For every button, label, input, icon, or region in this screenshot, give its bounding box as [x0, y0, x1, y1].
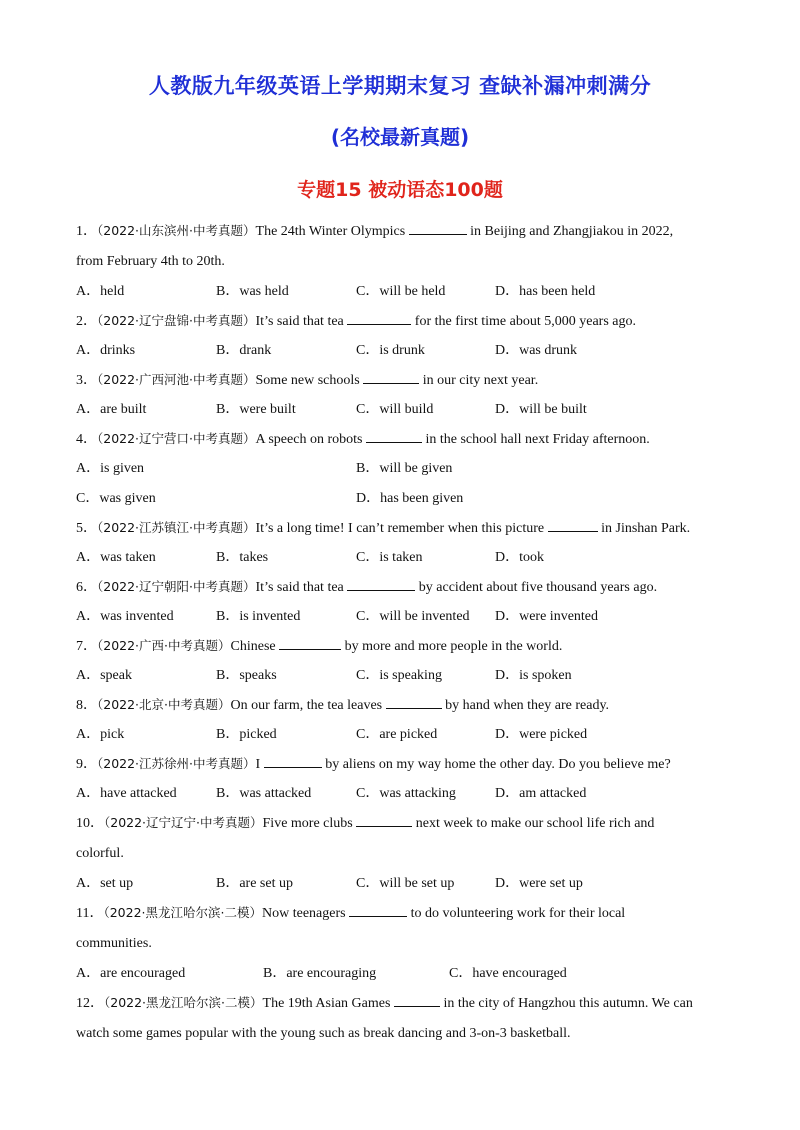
- question-3-stem: 3．（2022·广西河池·中考真题）Some new schools in our city next year.: [76, 372, 539, 388]
- question-7-stem: 7．（2022·广西·中考真题）Chinese by more and more people in the world.: [76, 638, 563, 654]
- question-3-option-a[interactable]: A．are built: [76, 402, 147, 417]
- question-6-stem: 6．（2022·辽宁朝阳·中考真题）It’s said that tea by accident about five thousand years ago.: [76, 579, 658, 595]
- question-8-option-c[interactable]: C．are picked: [356, 727, 438, 742]
- question-8-option-a[interactable]: A．pick: [76, 727, 125, 742]
- question-4-option-a[interactable]: A．is given: [76, 461, 145, 476]
- question-1-option-b[interactable]: B．was held: [216, 284, 289, 299]
- question-number: 10．: [76, 816, 104, 831]
- answer-blank: [349, 904, 407, 917]
- question-5-option-b[interactable]: B．takes: [216, 550, 269, 565]
- question-8-option-b[interactable]: B．picked: [216, 727, 277, 742]
- question-2-option-d[interactable]: D．was drunk: [495, 343, 578, 358]
- question-11-option-c[interactable]: C．have encouraged: [449, 966, 567, 981]
- question-number: 2．: [76, 314, 97, 329]
- answer-blank: [363, 371, 419, 384]
- question-number: 12．: [76, 996, 104, 1011]
- question-11-option-b[interactable]: B．are encouraging: [263, 966, 377, 981]
- question-source: （2022·广西·中考真题）: [97, 638, 231, 653]
- question-number: 6．: [76, 580, 97, 595]
- question-7-option-b[interactable]: B．speaks: [216, 668, 277, 683]
- question-1-option-d[interactable]: D．has been held: [495, 284, 596, 299]
- question-number: 11．: [76, 906, 104, 921]
- question-8-stem: 8．（2022·北京·中考真题）On our farm, the tea leaves by hand when they are ready.: [76, 697, 610, 713]
- question-10-option-c[interactable]: C．will be set up: [356, 876, 455, 891]
- question-source: （2022·辽宁朝阳·中考真题）: [97, 579, 256, 594]
- answer-blank: [356, 814, 412, 827]
- question-source: （2022·辽宁盘锦·中考真题）: [97, 313, 256, 328]
- question-9-option-a[interactable]: A．have attacked: [76, 786, 177, 801]
- question-7-option-a[interactable]: A．speak: [76, 668, 132, 683]
- question-11-option-a[interactable]: A．are encouraged: [76, 966, 186, 981]
- question-12-stem: 12．（2022·黑龙江哈尔滨·二模）The 19th Asian Games in the city of Hangzhou this autumn. We can: [76, 995, 693, 1011]
- question-number: 9．: [76, 757, 97, 772]
- answer-blank: [386, 696, 442, 709]
- question-1-stem: 1．（2022·山东滨州·中考真题）The 24th Winter Olympics in Beijing and Zhangjiakou in 2022,: [76, 223, 674, 239]
- question-10-option-b[interactable]: B．are set up: [216, 876, 293, 891]
- question-2-option-a[interactable]: A．drinks: [76, 343, 136, 358]
- question-4-option-c[interactable]: C．was given: [76, 491, 156, 506]
- question-6-option-a[interactable]: A．was invented: [76, 609, 174, 624]
- answer-blank: [347, 312, 411, 325]
- question-5-stem: 5．（2022·江苏镇江·中考真题）It’s a long time! I can’t remember when this picture in Jinshan Park.: [76, 520, 691, 536]
- question-source: （2022·黑龙江哈尔滨·二模）: [104, 995, 263, 1010]
- question-12-stem-line2: watch some games popular with the young such as break dancing and 3-on-3 basketball.: [76, 1026, 571, 1041]
- answer-blank: [279, 637, 341, 650]
- question-number: 4．: [76, 432, 97, 447]
- question-5-option-a[interactable]: A．was taken: [76, 550, 156, 565]
- question-2-stem: 2．（2022·辽宁盘锦·中考真题）It’s said that tea for the first time about 5,000 years ago.: [76, 313, 636, 329]
- question-number: 7．: [76, 639, 97, 654]
- question-10-stem-line2: colorful.: [76, 846, 124, 861]
- question-5-option-d[interactable]: D．took: [495, 550, 544, 565]
- question-number: 3．: [76, 373, 97, 388]
- question-11-stem: 11．（2022·黑龙江哈尔滨·二模）Now teenagers to do volunteering work for their local: [76, 905, 626, 921]
- question-number: 8．: [76, 698, 97, 713]
- question-source: （2022·江苏徐州·中考真题）: [97, 756, 256, 771]
- question-9-stem: 9．（2022·江苏徐州·中考真题）I by aliens on my way home the other day. Do you believe me?: [76, 756, 671, 772]
- question-1-option-a[interactable]: A．held: [76, 284, 125, 299]
- answer-blank: [366, 430, 422, 443]
- topic-title: 专题15 被动语态100题: [297, 179, 503, 201]
- answer-blank: [548, 519, 598, 532]
- question-4-stem: 4．（2022·辽宁营口·中考真题）A speech on robots in the school hall next Friday afternoon.: [76, 431, 650, 447]
- question-number: 5．: [76, 521, 97, 536]
- question-number: 1．: [76, 224, 97, 239]
- question-11-stem-line2: communities.: [76, 936, 152, 951]
- answer-blank: [394, 994, 440, 1007]
- question-source: （2022·江苏镇江·中考真题）: [97, 520, 256, 535]
- question-1-option-c[interactable]: C．will be held: [356, 284, 446, 299]
- question-6-option-d[interactable]: D．were invented: [495, 609, 599, 624]
- question-10-stem: 10．（2022·辽宁辽宁·中考真题）Five more clubs next week to make our school life rich and: [76, 815, 655, 831]
- question-7-option-d[interactable]: D．is spoken: [495, 668, 572, 683]
- question-source: （2022·广西河池·中考真题）: [97, 372, 256, 387]
- question-9-option-d[interactable]: D．am attacked: [495, 786, 587, 801]
- answer-blank: [264, 755, 322, 768]
- question-source: （2022·北京·中考真题）: [97, 697, 231, 712]
- question-9-option-b[interactable]: B．was attacked: [216, 786, 312, 801]
- question-source: （2022·辽宁辽宁·中考真题）: [104, 815, 263, 830]
- question-4-option-b[interactable]: B．will be given: [356, 461, 453, 476]
- question-3-option-c[interactable]: C．will build: [356, 402, 434, 417]
- question-3-option-b[interactable]: B．were built: [216, 402, 296, 417]
- question-source: （2022·山东滨州·中考真题）: [97, 223, 256, 238]
- question-source: （2022·黑龙江哈尔滨·二模）: [103, 905, 262, 920]
- question-5-option-c[interactable]: C．is taken: [356, 550, 423, 565]
- answer-blank: [347, 578, 415, 591]
- question-source: （2022·辽宁营口·中考真题）: [97, 431, 256, 446]
- answer-blank: [409, 222, 467, 235]
- question-2-option-b[interactable]: B．drank: [216, 343, 272, 358]
- question-4-option-d[interactable]: D．has been given: [356, 491, 464, 506]
- question-6-option-b[interactable]: B．is invented: [216, 609, 301, 624]
- question-3-option-d[interactable]: D．will be built: [495, 402, 587, 417]
- question-7-option-c[interactable]: C．is speaking: [356, 668, 442, 683]
- question-8-option-d[interactable]: D．were picked: [495, 727, 588, 742]
- question-9-option-c[interactable]: C．was attacking: [356, 786, 456, 801]
- question-10-option-a[interactable]: A．set up: [76, 876, 134, 891]
- document-subtitle: (名校最新真题): [330, 125, 470, 149]
- question-2-option-c[interactable]: C．is drunk: [356, 343, 425, 358]
- question-6-option-c[interactable]: C．will be invented: [356, 609, 470, 624]
- question-1-stem-line2: from February 4th to 20th.: [76, 254, 225, 269]
- document-title: 人教版九年级英语上学期期末复习 查缺补漏冲刺满分: [148, 74, 652, 98]
- question-10-option-d[interactable]: D．were set up: [495, 876, 583, 891]
